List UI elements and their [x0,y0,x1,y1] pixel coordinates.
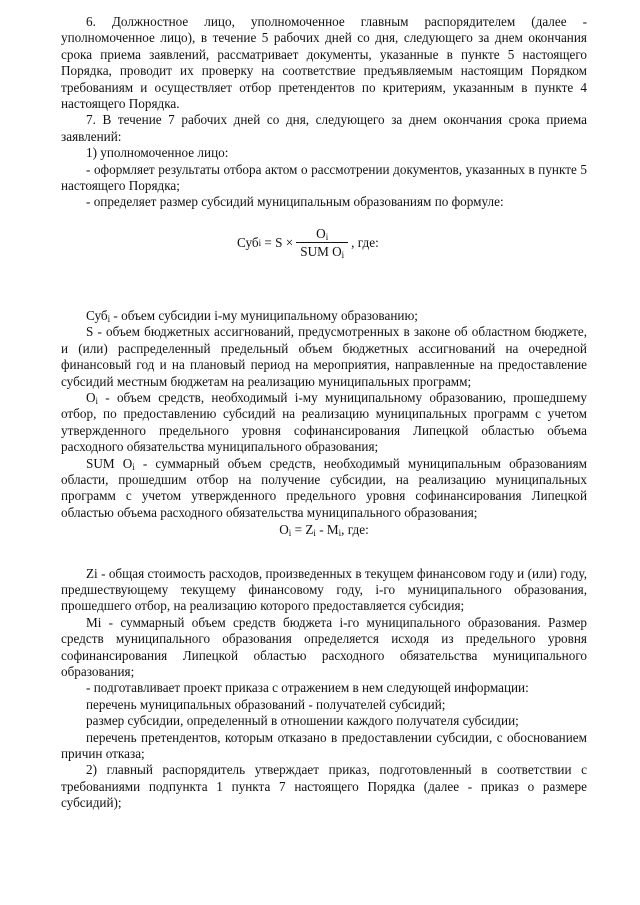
definition-s: S - объем бюджетных ассигнований, предусмотренных в законе об областном бюджете, и (или) распределенный предельный объем бюджетных ассигнований на очередной финансовый год и на плановый период на мероприятия, направленные на предоставление субсидий местным бюджетам на реализацию муниципальных программ; [61,324,587,389]
list-item-act: - оформляет результаты отбора актом о рассмотрении документов, указанных в пункте 5 настоящего Порядка; [61,161,587,194]
paragraph-6: 6. Должностное лицо, уполномоченное главным распорядителем (далее - уполномоченное лицо), в течение 5 рабочих дней со дня, следующего за днем окончания срока приема заявлений, рассматривает документы, указанные в пункте 5 настоящего Порядка, проводит их проверку на соответствие предъявляемым настоящим Порядком требованиям и осуществляет отбор претендентов по критериям, указанным в пункте 4 настоящего Порядка. [61,14,587,112]
subparagraph-1: 1) уполномоченное лицо: [86,145,229,161]
paragraph-7: 7. В течение 7 рабочих дней со дня, следующего за днем окончания срока приема заявлений: [61,112,587,144]
definition-sub: Суб$_i$ - объем субсидии i-му муниципальному образованию; [86,307,418,324]
definition-mi: Mi - суммарный объем средств бюджета i-го муниципального образования. Размер средств муниципального образования определяется исходя из предельного уровня софинансирования Липецкой областью расходного обязательства муниципального образования; [61,614,587,679]
list-item-recipients: перечень муниципальных образований - получателей субсидий; [86,696,446,712]
definition-sum: SUM $O_i$ - суммарный объем средств, необходимый муниципальным образованиям области, прошедшим отбор на получение субсидии, на реализацию муниципальных программ с учетом утвержденного предельного уровня софинансирования Липецкой областью объема расходного обязательства муниципального образования; [61,455,587,520]
formula-lhs: Суб [237,234,259,250]
formula-tail: , где: [351,234,379,250]
list-item-refusals: перечень претендентов, которым отказано в предоставлении субсидии, с обоснованием причин отказа; [61,729,587,762]
subsidy-formula: Суб i = S × $\frac{O_i}{SUM O_i}$ , где: [237,225,379,260]
formula-numerator: $O_i$ [316,225,329,242]
definition-zi: Zi - общая стоимость расходов, произведенных в текущем финансовом году и (или) году, предшествующему текущему финансовому году, i-го муниципального образования, прошедшего отбор, на реализацию которого предоставляется субсидия; [61,565,587,614]
list-item-order-draft: - подготавливает проект приказа с отражением в нем следующей информации: [86,680,529,696]
list-item-amount: размер субсидии, определенный в отношении каждого получателя субсидии; [86,713,519,729]
formula-fraction [296,226,348,260]
formula-eq: = S × [261,234,294,250]
subparagraph-2: 2) главный распорядитель утверждает приказ, подготовленный в соответствии с требованиями подпункта 1 пункта 7 настоящего Порядка (далее - приказ о размере субсидий); [61,762,587,811]
document-page [61,14,587,812]
formula-denominator: SUM $O_i$ [296,242,348,260]
list-item-formula-intro: - определяет размер субсидий муниципальным образованиям по формуле: [86,194,504,210]
definition-oi: $O_i$ - объем средств, необходимый i-му муниципальному образованию, прошедшему отбор, по предоставлению субсидий на реализацию муниципальных программ с учетом утвержденного предельного уровня софинансирования Липецкой областью объема расходного обязательства муниципального образования; [61,389,587,455]
cost-formula: $O_i = Z_i - M_i$, где: [279,522,369,539]
